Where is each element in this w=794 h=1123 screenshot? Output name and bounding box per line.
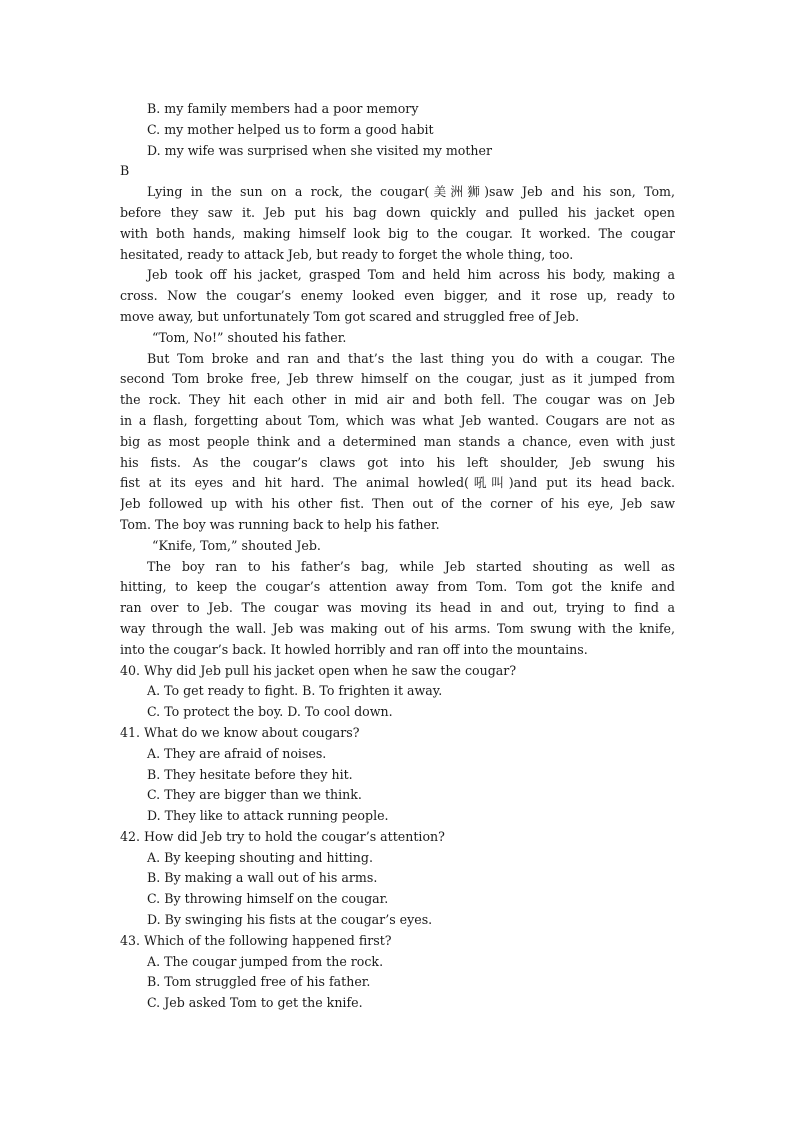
passage-line: way through the wall. Jeb was making out of his arms. Tom swung with the knife, [120,620,675,636]
passage-line: hitting, to keep the cougar’s attention away from Tom. Tom got the knife and [120,579,675,595]
passage-line: Jeb followed up with his other fist. Then out of the corner of his eye, Jeb saw [120,496,675,512]
passage-line: into the cougar’s back. It howled horribly and ran off into the mountains. [120,641,588,657]
question-option: C. Jeb asked Tom to get the knife. [147,995,363,1011]
question-stem: 42. How did Jeb try to hold the cougar’s attention? [120,828,445,844]
question-stem: 43. Which of the following happened first? [120,932,392,948]
passage-line: with both hands, making himself look big to the cougar. It worked. The cougar [120,225,675,241]
question-40 [120,661,675,723]
question-42 [120,827,675,931]
passage-paragraph-1 [120,182,675,265]
passage-line: cross. Now the cougar’s enemy looked even bigger, and it rose up, ready to [120,288,675,304]
passage-paragraph-3 [120,349,675,536]
question-option: A. To get ready to fight. B. To frighten it away. [147,683,443,699]
prev-option-b: B. my family members had a poor memory [147,101,419,116]
passage-line: Jeb took off his jacket, grasped Tom and held him across his body, making a [147,267,675,283]
passage-paragraph-4 [120,557,675,661]
prev-option-c: C. my mother helped us to form a good habit [147,121,434,137]
passage-line: Lying in the sun on a rock, the cougar(美洲狮)saw Jeb and his son, Tom, [147,184,675,200]
passage-line: move away, but unfortunately Tom got scared and struggled free of Jeb. [120,308,580,324]
passage-line: But Tom broke and ran and that’s the last thing you do with a cougar. The [147,350,675,366]
question-option: C. To protect the boy. D. To cool down. [147,704,393,720]
question-43 [120,931,675,1014]
question-option: A. They are afraid of noises. [147,745,327,761]
question-option: B. They hesitate before they hit. [147,766,353,782]
section-label: B [120,163,130,179]
question-option: A. By keeping shouting and hitting. [147,849,373,865]
question-stem: 40. Why did Jeb pull his jacket open when he saw the cougar? [120,662,517,678]
passage-line: The boy ran to his father’s bag, while Jeb started shouting as well as [147,558,675,574]
question-41 [120,723,675,827]
question-option: A. The cougar jumped from the rock. [147,953,384,969]
passage-line: second Tom broke free, Jeb threw himself on the cougar, just as it jumped from [120,371,675,387]
dialogue-line-1: “Tom, No!” shouted his father. [152,329,347,345]
dialogue-line-2: “Knife, Tom,” shouted Jeb. [152,537,321,553]
question-stem: 41. What do we know about cougars? [120,724,360,740]
passage-line: fist at its eyes and hit hard. The animal howled(吼叫)and put its head back. [120,475,675,491]
question-option: B. Tom struggled free of his father. [147,974,371,990]
passage-paragraph-2 [120,265,675,327]
passage-line: big as most people think and a determined man stands a chance, even with just [120,433,675,449]
question-option: B. By making a wall out of his arms. [147,870,378,886]
passage-line: ran over to Jeb. The cougar was moving its head in and out, trying to find a [120,600,675,616]
prev-option-d: D. my wife was surprised when she visited my mother [147,142,493,158]
passage-line: in a flash, forgetting about Tom, which was what Jeb wanted. Cougars are not as [120,412,675,428]
question-option: C. By throwing himself on the cougar. [147,891,389,907]
passage-line: hesitated, ready to attack Jeb, but ready to forget the whole thing, too. [120,246,574,262]
passage-line: before they saw it. Jeb put his bag down quickly and pulled his jacket open [120,204,675,220]
question-option: D. By swinging his fists at the cougar’s eyes. [147,912,433,928]
question-option: D. They like to attack running people. [147,808,389,824]
passage-line: Tom. The boy was running back to help his father. [120,516,440,532]
passage-line: the rock. They hit each other in mid air and both fell. The cougar was on Jeb [120,392,675,408]
question-option: C. They are bigger than we think. [147,787,362,803]
document-page [120,99,675,1014]
passage-line: his fists. As the cougar’s claws got into his left shoulder, Jeb swung his [120,454,675,470]
